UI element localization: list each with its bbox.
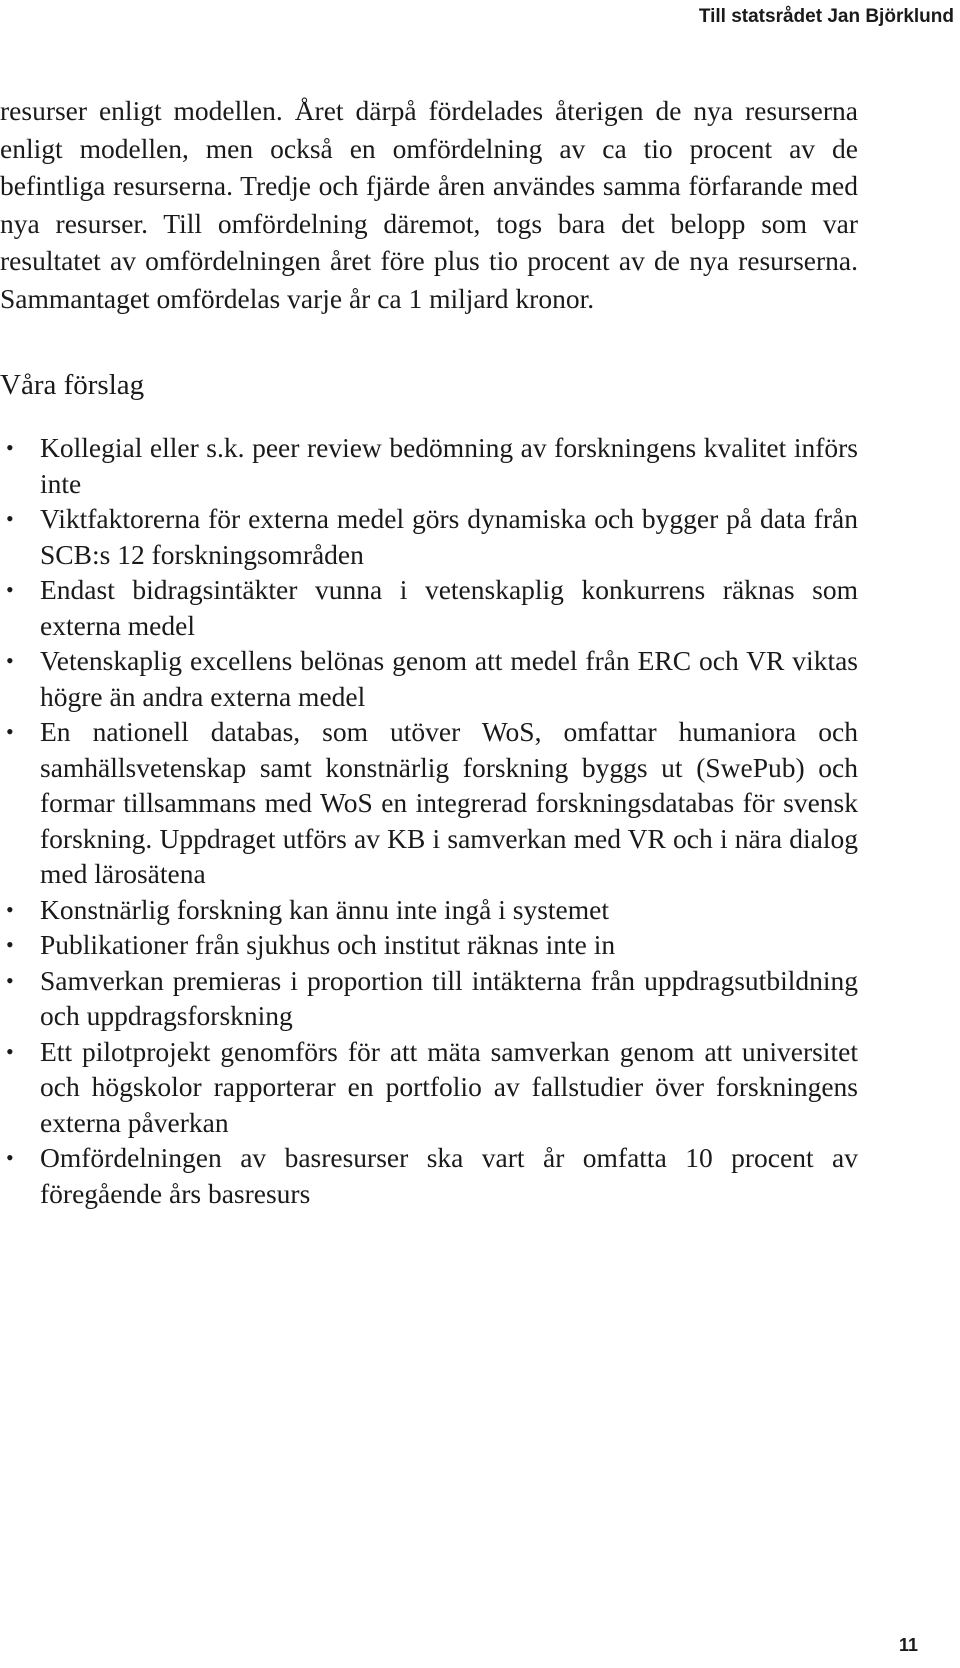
list-item bbox=[0, 892, 858, 928]
intro-paragraph: resurser enligt modellen. Året därpå fördelades återigen de nya resurserna enligt modellen, men också en omfördelning av ca tio procent av de befintliga resurserna. Tredje och fjärde åren användes samma förfarande med nya resurser. Till omfördelning däremot, togs bara det belopp som var resultatet av omfördelningen året före plus tio procent av de nya resurserna. Sammantaget omfördelas varje år ca 1 miljard kronor. bbox=[0, 95, 858, 314]
bullet-icon: • bbox=[6, 506, 14, 531]
bullet-icon: • bbox=[6, 967, 14, 993]
bullet-icon: • bbox=[6, 577, 14, 602]
list-item-text: Omfördelningen av basresurser ska vart år omfatta 10 procent av föregående års basresurs bbox=[40, 1142, 858, 1209]
bullet-icon: • bbox=[6, 1038, 14, 1064]
list-item bbox=[0, 927, 858, 963]
bullet-icon: • bbox=[6, 719, 14, 744]
document-body bbox=[0, 92, 858, 1211]
bullet-icon: • bbox=[6, 1145, 14, 1170]
list-item-text: Ett pilotprojekt genomförs för att mäta samverkan genom att universitet och högskolor rapporterar en portfolio av fallstudier över forskningens externa påverkan bbox=[40, 1035, 858, 1138]
list-item-text: Konstnärlig forskning kan ännu inte ingå i systemet bbox=[40, 893, 610, 925]
list-item bbox=[0, 714, 858, 892]
bullet-icon: • bbox=[6, 648, 14, 673]
bullet-icon: • bbox=[6, 896, 14, 922]
bullet-icon: • bbox=[6, 435, 14, 460]
list-item-text: Viktfaktorerna för externa medel görs dynamiska och bygger på data från SCB:s 12 forskningsområden bbox=[40, 503, 858, 570]
list-item bbox=[0, 501, 858, 572]
list-item bbox=[0, 430, 858, 501]
list-item bbox=[0, 572, 858, 643]
list-item-text: Publikationer från sjukhus och institut räknas inte in bbox=[40, 929, 616, 960]
list-item bbox=[0, 963, 858, 1034]
list-item-text: En nationell databas, som utöver WoS, omfattar humaniora och samhällsvetenskap samt konstnärlig forskning byggs ut (SwePub) och formar tillsammans med WoS en integrerad forskningsdatabas för svensk forskning. Uppdraget utförs av KB i samverkan med VR och i nära dialog med lärosätena bbox=[40, 716, 858, 889]
list-item-text: Vetenskaplig excellens belönas genom att medel från ERC och VR viktas högre än andra externa medel bbox=[40, 645, 858, 712]
list-item-text: Kollegial eller s.k. peer review bedömning av forskningens kvalitet införs inte bbox=[40, 432, 858, 499]
list-item bbox=[0, 1034, 858, 1141]
bullet-icon: • bbox=[6, 932, 14, 957]
page-number: 11 bbox=[898, 1635, 918, 1655]
section-heading: Våra förslag bbox=[0, 369, 145, 401]
list-item-text: Endast bidragsintäkter vunna i vetenskaplig konkurrens räknas som externa medel bbox=[40, 574, 858, 641]
running-header: Till statsrådet Jan Björklund bbox=[698, 6, 954, 27]
list-item bbox=[0, 643, 858, 714]
list-item bbox=[0, 1140, 858, 1211]
list-item-text: Samverkan premieras i proportion till intäkterna från uppdragsutbildning och uppdragsforskning bbox=[40, 964, 858, 1031]
proposal-list bbox=[0, 430, 858, 1211]
